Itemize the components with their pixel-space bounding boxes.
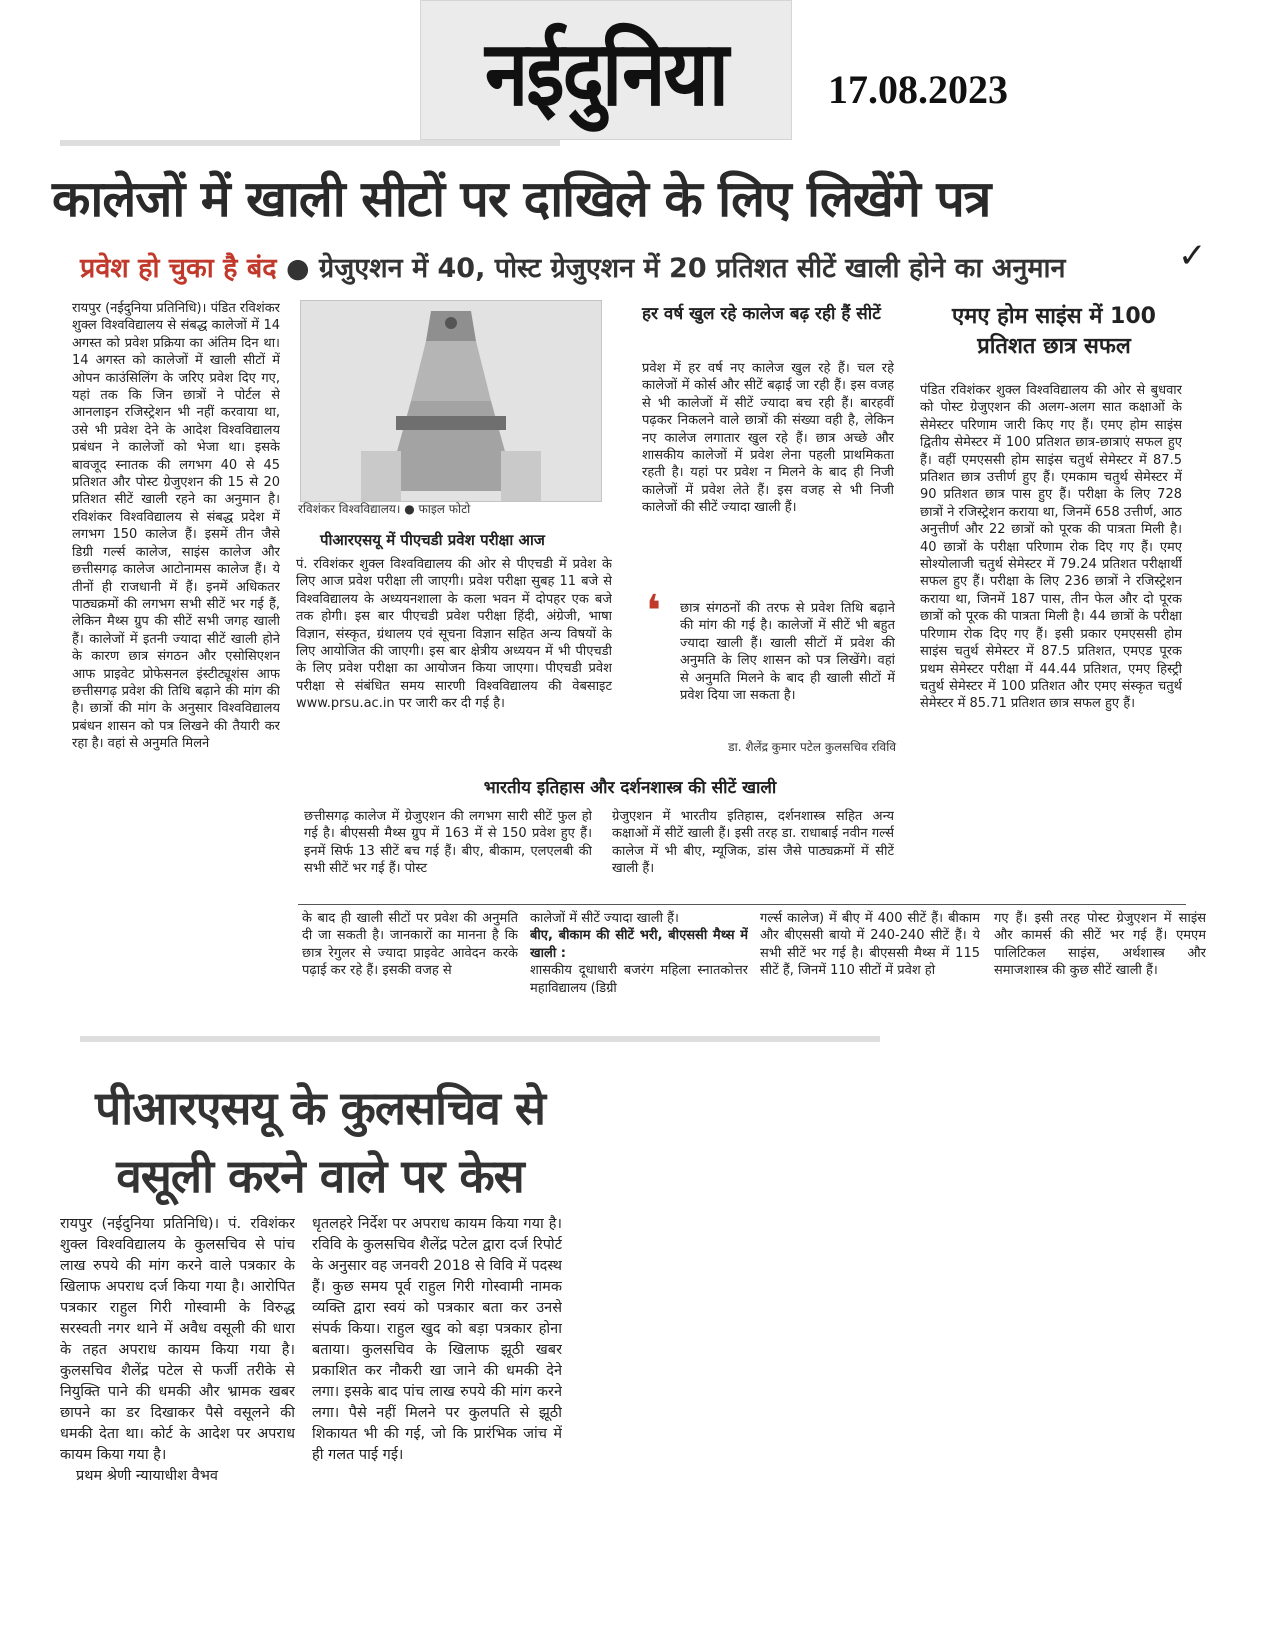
story1-column-1: रायपुर (नईदुनिया प्रतिनिधि)। पंडित रविशंकर शुक्ल विश्वविद्यालय से संबद्ध कालेजों में 14 अगस्त को प्रवेश प्रक्रिया का अंतिम दिन था। 14 अगस्त को कालेजों में खाली सीटों में ओपन काउंसिलिंग के जरिए प्रवेश दिए गए, यहां तक कि जिन छात्रों ने पोर्टल से आनलाइन रजिस्ट्रेशन भी नहीं करवाया था, उसे भी प्रवेश देने के आदेश विश्वविद्यालय प्रबंधन ने कालेजों को भेजा था। इसके बावजूद स्नातक की लगभग 40 से 45 प्रतिशत और पोस्ट ग्रेजुएशन की 15 से 20 प्रतिशत सीटें खाली रहने का अनुमान है। रविशंकर विश्वविद्यालय से संबद्ध प्रदेश में लगभग 150 कालेज हैं। इसमें तीन जैसे डिग्री गर्ल्स कालेज, साइंस कालेज और छत्तीसगढ़ कालेज आटोनामस कालेज हैं। ये तीनों ही राजधानी में हैं। इनमें अधिकतर पाठ्यक्रमों की लगभग सभी सीटें भर गई हैं, लेकिन मैथ्स ग्रुप की सीटें सभी जगह खाली हैं। कालेजों में इतनी ज्यादा सीटें खाली होने के कारण छात्र संगठन और एसोसिएशन आफ प्राइवेट प्रोफेसनल इंस्टीट्यूशंस आफ छत्तीसगढ़ प्रवेश की तिथि बढ़ाने की मांग की है। छात्रों की मांग के अनुसार विश्वविद्यालय प्रबंधन शासन को पत्र लिखने की तैयारी कर रहा है। वहां से अनुमति मिलने <box>72 301 280 752</box>
history-left-text: छत्तीसगढ़ कालेज में ग्रेजुएशन की लगभग सारी सीटें फुल हो गई है। बीएससी मैथ्स ग्रुप में 163 में से 150 प्रवेश हुए हैं। इनमें सिर्फ 13 सीटें बच गई हैं। बीए, बीकाम, एलएलबी की सभी सीटें भर गई हैं। पोस्ट <box>304 809 592 877</box>
registrar-quote: छात्र संगठनों की तरफ से प्रवेश तिथि बढ़ाने की मांग की गई है। कालेजों में सीटें भी बहुत ज्यादा खाली हैं। खाली सीटों में प्रवेश की अनुमति के लिए शासन को पत्र लिखेंगे। वहां से अनुमति मिलने के बाद ही खाली सीटों में प्रवेश दिया जा सकता है। <box>680 601 895 704</box>
building-illustration <box>301 301 601 501</box>
checkmark-icon: ✓ <box>1178 236 1207 276</box>
phd-text: पं. रविशंकर शुक्ल विश्वविद्यालय की ओर से पीएचडी में प्रवेश के लिए आज प्रवेश परीक्षा ली जाएगी। प्रवेश परीक्षा सुबह 11 बजे से विश्वविद्यालय के अध्ययनशाला के कला भवन में दोपहर एक बजे तक होगी। इस बार पीएचडी प्रवेश परीक्षा हिंदी, अंग्रेजी, भाषा विज्ञान, संस्कृत, ग्रंथालय एवं सूचना विज्ञान सहित अन्य विषयों के लिए आयोजित की जाएगी। इस बार क्षेत्रीय अध्ययन में भी पीएचडी के लिए प्रवेश परीक्षा का आयोजन किया जाएगा। पीएचडी प्रवेश परीक्षा से संबंधित समय सारणी विश्वविद्यालय की वेबसाइट www.prsu.ac.in पर जारी कर दी गई है। <box>296 557 612 712</box>
publication-date: 17.08.2023 <box>828 67 1008 112</box>
history-heading: भारतीय इतिहास और दर्शनशास्त्र की सीटें खाली <box>483 778 777 798</box>
bullet: ● <box>286 253 320 284</box>
divider <box>60 140 560 146</box>
subhead-text: ग्रेजुएशन में 40, पोस्ट ग्रेजुएशन में 20 प्रतिशत सीटें खाली होने का अनुमान <box>319 253 1066 284</box>
kicker: प्रवेश हो चुका है बंद <box>80 253 277 284</box>
main-headline: कालेजों में खाली सीटों पर दाखिले के लिए लिखेंगे पत्र <box>52 170 991 228</box>
story2-column-1: रायपुर (नईदुनिया प्रतिनिधि)। पं. रविशंकर शुक्ल विश्वविद्यालय के कुलसचिव से पांच लाख रुपये की मांग करने वाले पत्रकार के खिलाफ अपराध दर्ज किया गया है। आरोपित पत्रकार राहुल गिरी गोस्वामी के विरुद्ध सरस्वती नगर थाने में अवैध वसूली की धारा के तहत अपराध कायम किया गया है। कुलसचिव शैलेंद्र पटेल से फर्जी तरीके से नियुक्ति पाने की धमकी और भ्रामक खबर छापने का डर दिखाकर पैसे वसूलने की धमकी देता था। कोर्ट के आदेश पर अपराध कायम किया गया है। प्रथम श्रेणी न्यायाधीश वैभव <box>60 1216 295 1484</box>
story1-bottom-col-4: गए हैं। इसी तरह पोस्ट ग्रेजुएशन में साइंस और कामर्स की सीटें भर गई हैं। एमएम पालिटिकल साइंस, अर्थशास्त्र और समाजशास्त्र की कुछ सीटें खाली हैं। <box>994 911 1206 979</box>
story1-bottom-col-3: गर्ल्स कालेज) में बीए में 400 सीटें हैं। बीकाम और बीएससी बायो में 240-240 सीटें हैं। ये सभी सीटें भर गई है। बीएससी मैथ्स में 115 सीटें हैं, जिनमें 110 सीटों में प्रवेश हो <box>760 911 980 979</box>
divider <box>80 1036 880 1042</box>
photo-caption: रविशंकर विश्वविद्यालय। ● फाइल फोटो <box>298 502 471 516</box>
story1-bottom-col-2: कालेजों में सीटें ज्यादा खाली हैं। बीए, बीकाम की सीटें भरी, बीएससी मैथ्स में खाली : शासकीय दूधाधारी बजरंग महिला स्नातकोत्तर महाविद्यालय (डिग्री <box>530 911 748 996</box>
homescience-text: पंडित रविशंकर शुक्ल विश्वविद्यालय की ओर से बुधवार को पोस्ट ग्रेजुएशन की अलग-अलग सात कक्षाओं के सेमेस्टर परिणाम जारी किए गए हैं। एमए होम साइंस द्वितीय सेमेस्टर में 100 प्रतिशत छात्र-छात्राएं सफल हुए हैं। वहीं एमएससी होम साइंस चतुर्थ सेमेस्टर में 87.5 प्रतिशत छात्र उत्तीर्ण हुए हैं। एमकाम चतुर्थ सेमेस्टर में 90 प्रतिशत छात्र पास हुए हैं। परीक्षा के लिए 728 छात्रों ने रजिस्ट्रेशन कराया था, जिनमें 658 उत्तीर्ण, आठ अनुत्तीर्ण और 22 छात्रों को पूरक की पात्रता मिली है। 40 छात्रों के परीक्षा परिणाम रोक दिए गए हैं। एमए सोश्योलाजी चतुर्थ सेमेस्टर में 79.24 प्रतिशत परीक्षार्थी सफल हुए हैं। परीक्षा के लिए 236 छात्रों ने रजिस्ट्रेशन कराया था, जिनमें 187 पास, तीन फेल और दो पूरक छात्रों को पूरक की पात्रता मिली है। 44 छात्रों के परीक्षा परिणाम रोक दिए गए हैं। इसी प्रकार एमएससी होम साइंस चतुर्थ सेमेस्टर में 87.5 प्रतिशत, एमएड पूरक प्रथम सेमेस्टर परीक्षा में 44.44 प्रतिशत, एमए हिस्ट्री चतुर्थ सेमेस्टर में 100 प्रतिशत और एमए संस्कृत चतुर्थ सेमेस्टर में 85.71 प्रतिशत छात्र सफल हुए हैं। <box>920 383 1182 712</box>
university-photo <box>300 300 602 502</box>
quote-signature: डा. शैलेंद्र कुमार पटेल कुलसचिव रविवि <box>728 740 896 754</box>
logo-text: नईदुनिया <box>485 22 727 127</box>
rule <box>298 904 1186 905</box>
story2-headline-line1: पीआरएसयू के कुलसचिव से <box>95 1081 545 1135</box>
colleges-heading: हर वर्ष खुल रहे कालेज बढ़ रही हैं सीटें <box>642 304 881 324</box>
story1-bottom-col-1: के बाद ही खाली सीटों पर प्रवेश की अनुमति दी जा सकती है। जानकारों का मानना है कि छात्र रेगुलर से ज्यादा प्राइवेट आवेदन करके पढ़ाई कर रहे हैं। इसकी वजह से <box>302 911 518 979</box>
homescience-heading: एमए होम साइंस में 100 प्रतिशत छात्र सफल <box>952 304 1156 359</box>
subheadline <box>80 252 1200 286</box>
newspaper-logo <box>420 0 792 140</box>
history-right-text: ग्रेजुएशन में भारतीय इतिहास, दर्शनशास्त्र सहित अन्य कक्षाओं में सीटें खाली हैं। इसी तरह डा. राधाबाई नवीन गर्ल्स कालेज में भी बीए, म्यूजिक, डांस जैसे पाठ्यक्रमों में सीटें खाली हैं। <box>612 809 894 877</box>
colleges-text: प्रवेश में हर वर्ष नए कालेज खुल रहे हैं। चल रहे कालेजों में कोर्स और सीटें बढ़ाई जा रही हैं। इस वजह से भी कालेजों में सीटें ज्यादा बच रही हैं। बारहवीं पढ़कर निकलने वाले छात्रों की संख्या वही है, लेकिन नए कालेज लगातार खुल रहे हैं। छात्र अच्छे और शासकीय कालेजों में प्रवेश लेना पहली प्राथमिकता रहती है। यहां पर प्रवेश न मिलने के बाद ही निजी कालेजों में प्रवेश लेते हैं। इस वजह से भी निजी कालेजों की सीटें ज्यादा खाली हैं। <box>642 361 894 516</box>
quote-icon: ❛ <box>646 586 662 637</box>
story2-column-2: धृतलहरे निर्देश पर अपराध कायम किया गया है। रविवि के कुलसचिव शैलेंद्र पटेल द्वारा दर्ज रिपोर्ट के अनुसार वह जनवरी 2018 से विवि में पदस्थ हैं। कुछ समय पूर्व राहुल गिरी गोस्वामी नामक व्यक्ति द्वारा स्वयं को पत्रकार बता कर उनसे संपर्क किया। राहुल खुद को बड़ा पत्रकार होना बताया। कुलसचिव के खिलाफ झूठी खबर प्रकाशित कर नौकरी खा जाने की धमकी देने लगा। इसके बाद पांच लाख रुपये की मांग करने लगा। पैसे नहीं मिलने पर कुलपति से झूठी शिकायत भी की गई, जो कि प्रारंभिक जांच में ही गलत पाई गई। <box>312 1216 562 1463</box>
phd-heading: पीआरएसयू में पीएचडी प्रवेश परीक्षा आज <box>320 531 545 549</box>
story2-headline-line2: वसूली करने वाले पर केस <box>116 1149 524 1203</box>
